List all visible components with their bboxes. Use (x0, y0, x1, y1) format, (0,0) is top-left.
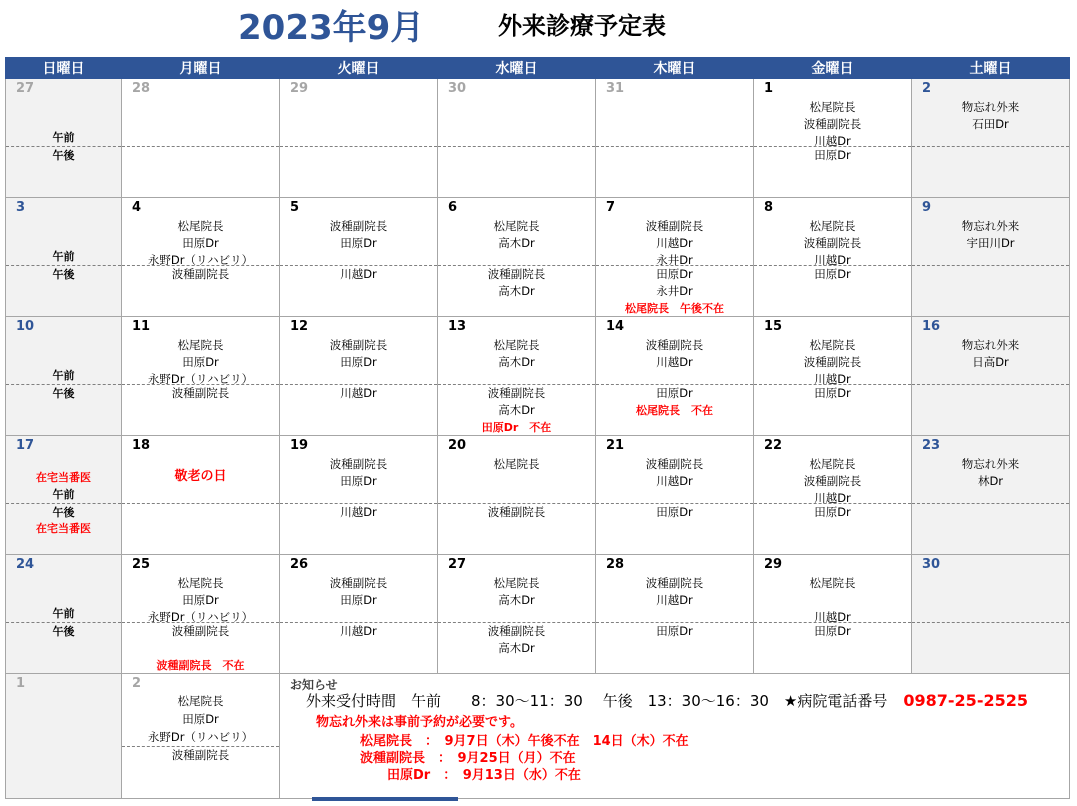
day-number: 31 (606, 81, 625, 96)
last-week-row (6, 674, 1070, 799)
absence-note: 波種副院長 ： 9月25日（月）不在 (360, 751, 576, 766)
doctor-name: 永野Dr（リハビリ） (147, 730, 254, 744)
doctor-name: 川越Dr (656, 355, 693, 369)
day-cell (6, 79, 122, 198)
am-schedule (912, 99, 1069, 133)
day-cell (438, 555, 596, 674)
spacer (122, 640, 279, 657)
doctor-name: 波種副院長 (487, 624, 546, 638)
day-cell (754, 198, 912, 317)
day-cell (912, 79, 1070, 198)
doctor-name: 松尾院長 (809, 338, 856, 352)
am-schedule (122, 575, 279, 626)
am-label: 午前 (52, 607, 75, 620)
doctor-name: 田原Dr (340, 474, 377, 488)
doctor-name: 波種副院長 (803, 474, 862, 488)
calendar-body (6, 79, 1070, 674)
am-schedule (596, 218, 753, 269)
am-pm-divider (912, 503, 1069, 504)
doctor-name: 物忘れ外来 (961, 338, 1020, 352)
phone-number: 0987-25-2525 (903, 691, 1028, 710)
day-cell (438, 198, 596, 317)
day-cell-sun-last (6, 674, 122, 799)
day-number: 30 (922, 557, 941, 572)
am-schedule (912, 337, 1069, 371)
am-schedule (280, 337, 437, 371)
am-schedule (754, 218, 911, 269)
doctor-name: 波種副院長 (171, 624, 230, 638)
day-cell (280, 79, 438, 198)
am-pm-divider (912, 384, 1069, 385)
doctor-name: 石田Dr (972, 117, 1009, 131)
week-row (6, 198, 1070, 317)
pm-schedule (280, 266, 437, 283)
absence-note: 松尾院長 不在 (636, 404, 713, 417)
day-number: 4 (132, 200, 142, 215)
doctor-name: 波種副院長 (645, 338, 704, 352)
am-schedule (122, 218, 279, 269)
day-number: 16 (922, 319, 941, 334)
doctor-name: 川越Dr (814, 372, 851, 386)
day-cell (596, 436, 754, 555)
am-label: 午前 (52, 250, 75, 263)
absence-note: 波種副院長 不在 (156, 659, 245, 672)
pm-schedule (754, 266, 911, 283)
doctor-name: 川越Dr (814, 253, 851, 267)
am-pm-divider (912, 622, 1069, 623)
day-cell (754, 436, 912, 555)
doctor-name: 物忘れ外来 (961, 100, 1020, 114)
doctor-name: 松尾院長 (809, 457, 856, 471)
pm-schedule (438, 623, 595, 657)
day-number: 25 (132, 557, 151, 572)
doctor-name: 高木Dr (498, 355, 535, 369)
doctor-name: 田原Dr (340, 236, 377, 250)
am-schedule (754, 575, 911, 626)
doctor-name: 物忘れ外来 (961, 219, 1020, 233)
day-number: 15 (764, 319, 783, 334)
am-schedule (912, 456, 1069, 490)
am-pm-divider (122, 503, 279, 504)
day-cell (912, 198, 1070, 317)
day-cell (912, 317, 1070, 436)
am-label: 午前 (52, 131, 75, 144)
day-cell (280, 317, 438, 436)
doctor-name: 田原Dr (182, 712, 219, 726)
notice-title: お知らせ (290, 678, 338, 692)
day-cell (122, 436, 280, 555)
weekday-sat: 土曜日 (912, 58, 1070, 79)
doctor-name: 川越Dr (340, 386, 377, 400)
am-schedule (438, 337, 595, 371)
doctor-name: 波種副院長 (487, 505, 546, 519)
pm-label: 午後 (52, 625, 75, 638)
reception-hours (306, 690, 1028, 711)
day-number: 28 (606, 557, 625, 572)
day-number: 9 (922, 200, 932, 215)
doctor-name: 川越Dr (814, 491, 851, 505)
doctor-name: 波種副院長 (329, 457, 388, 471)
pm-schedule (596, 623, 753, 640)
hours-text: 外来受付時間 午前 8：30～11：30 午後 13：30～16：30 ★病院電話番号 (306, 692, 888, 710)
doctor-name: 永野Dr（リハビリ） (147, 372, 254, 386)
week-row (6, 555, 1070, 674)
doctor-name: 松尾院長 (493, 338, 540, 352)
am-schedule (280, 456, 437, 490)
am-pm-divider (280, 146, 437, 147)
week-row (6, 79, 1070, 198)
doctor-name: 波種副院長 (803, 236, 862, 250)
weekday-mon: 月曜日 (122, 58, 280, 79)
doctor-name: 松尾院長 (809, 576, 856, 590)
doctor-name: 松尾院長 (493, 219, 540, 233)
day-cell (596, 79, 754, 198)
year-month-title: 2023年9月 (238, 8, 425, 48)
doctor-name: 松尾院長 (177, 694, 224, 708)
am-schedule (280, 575, 437, 609)
day-number: 10 (16, 319, 35, 334)
day-cell (280, 436, 438, 555)
day-cell (754, 79, 912, 198)
doctor-name: 川越Dr (656, 474, 693, 488)
am-schedule (438, 456, 595, 473)
doctor-name (754, 592, 911, 609)
doctor-name: 松尾院長 (177, 219, 224, 233)
am-schedule (438, 575, 595, 609)
doctor-name: 物忘れ外来 (961, 457, 1020, 471)
day-cell (280, 555, 438, 674)
absence-note: 松尾院長 ： 9月7日（木）午後不在 14日（木）不在 (360, 734, 689, 749)
doctor-name: 波種副院長 (645, 576, 704, 590)
doctor-name: 波種副院長 (645, 219, 704, 233)
day-cell (596, 555, 754, 674)
day-number: 18 (132, 438, 151, 453)
doctor-name: 波種副院長 (803, 117, 862, 131)
pm-schedule (438, 266, 595, 300)
home-duty-label: 在宅当番医 (36, 522, 91, 535)
doctor-name: 高木Dr (498, 403, 535, 417)
doctor-name: 田原Dr (340, 593, 377, 607)
pm-schedule (596, 385, 753, 419)
day-number: 7 (606, 200, 616, 215)
day-cell (122, 317, 280, 436)
am-schedule (596, 575, 753, 609)
day-cell (596, 317, 754, 436)
doctor-name: 川越Dr (656, 593, 693, 607)
weekday-header-row (6, 58, 1070, 79)
schedule-title: 外来診療予定表 (498, 12, 666, 40)
weekday-sun: 日曜日 (6, 58, 122, 79)
doctor-name: 田原Dr (656, 267, 693, 281)
doctor-name: 川越Dr (656, 236, 693, 250)
am-schedule (912, 218, 1069, 252)
doctor-name: 田原Dr (814, 624, 851, 638)
doctor-name: 田原Dr (814, 148, 851, 162)
day-number: 20 (448, 438, 467, 453)
doctor-name: 松尾院長 (493, 576, 540, 590)
doctor-name: 田原Dr (814, 386, 851, 400)
day-cell (754, 555, 912, 674)
pm-label: 午後 (52, 506, 75, 519)
day-number: 27 (448, 557, 467, 572)
day-number: 1 (16, 676, 26, 691)
doctor-name: 永井Dr (656, 284, 693, 298)
day-number: 24 (16, 557, 35, 572)
day-number: 2 (922, 81, 932, 96)
day-cell (6, 436, 122, 555)
day-cell (6, 555, 122, 674)
am-schedule (596, 337, 753, 371)
doctor-name: 高木Dr (498, 593, 535, 607)
weekday-tue: 火曜日 (280, 58, 438, 79)
absence-note: 田原Dr 不在 (481, 421, 552, 434)
pm-label: 午後 (52, 268, 75, 281)
absence-note: 田原Dr ： 9月13日（水）不在 (387, 768, 581, 783)
doctor-name: 松尾院長 (809, 219, 856, 233)
day-number: 22 (764, 438, 783, 453)
day-number: 27 (16, 81, 35, 96)
pm-schedule (754, 623, 911, 640)
doctor-name: 田原Dr (656, 624, 693, 638)
doctor-name: 波種副院長 (329, 219, 388, 233)
pm-schedule (754, 504, 911, 521)
doctor-name: 波種副院長 (487, 386, 546, 400)
doctor-name: 波種副院長 (329, 338, 388, 352)
am-schedule (754, 337, 911, 388)
doctor-name: 波種副院長 (171, 267, 230, 281)
day-cell (438, 436, 596, 555)
day-cell (438, 79, 596, 198)
pm-schedule (754, 385, 911, 402)
day-cell (122, 555, 280, 674)
day-number: 19 (290, 438, 309, 453)
weekday-wed: 水曜日 (438, 58, 596, 79)
am-schedule (122, 692, 279, 746)
day-number: 12 (290, 319, 309, 334)
doctor-name: 松尾院長 (493, 457, 540, 471)
day-number: 28 (132, 81, 151, 96)
doctor-name: 田原Dr (340, 355, 377, 369)
am-schedule (122, 337, 279, 388)
day-cell (438, 317, 596, 436)
pm-schedule (438, 385, 595, 436)
day-number: 13 (448, 319, 467, 334)
doctor-name: 波種副院長 (645, 457, 704, 471)
doctor-name: 田原Dr (656, 386, 693, 400)
am-schedule (280, 218, 437, 252)
day-cell-mon-last (122, 674, 280, 799)
doctor-name: 波種副院長 (171, 386, 230, 400)
am-pm-divider (912, 265, 1069, 266)
am-label: 午前 (52, 369, 75, 382)
doctor-name: 田原Dr (814, 267, 851, 281)
day-cell (754, 317, 912, 436)
pm-label: 午後 (52, 149, 75, 162)
am-pm-divider (912, 146, 1069, 147)
day-number: 17 (16, 438, 35, 453)
doctor-name: 波種副院長 (171, 748, 230, 762)
day-number: 30 (448, 81, 467, 96)
day-number: 8 (764, 200, 774, 215)
am-schedule (754, 99, 911, 150)
doctor-name: 田原Dr (814, 505, 851, 519)
home-duty-label: 在宅当番医 (36, 471, 91, 484)
doctor-name: 日高Dr (972, 355, 1009, 369)
day-number: 1 (764, 81, 774, 96)
week-row (6, 317, 1070, 436)
day-cell (122, 198, 280, 317)
doctor-name: 永井Dr (656, 253, 693, 267)
pm-schedule (438, 504, 595, 521)
doctor-name: 高木Dr (498, 284, 535, 298)
pm-schedule (596, 504, 753, 521)
pm-schedule (122, 623, 279, 674)
day-number: 6 (448, 200, 458, 215)
day-cell (912, 555, 1070, 674)
day-number: 5 (290, 200, 300, 215)
day-number: 29 (290, 81, 309, 96)
day-number: 14 (606, 319, 625, 334)
doctor-name: 川越Dr (340, 267, 377, 281)
doctor-name: 松尾院長 (177, 338, 224, 352)
day-cell (912, 436, 1070, 555)
doctor-name: 高木Dr (498, 641, 535, 655)
day-number: 11 (132, 319, 151, 334)
am-pm-divider (596, 146, 753, 147)
notice-cell (280, 674, 1070, 799)
reservation-note: 物忘れ外来は事前予約が必要です。 (316, 715, 523, 730)
pm-schedule (280, 385, 437, 402)
am-schedule (596, 456, 753, 490)
holiday-label: 敬老の日 (174, 469, 227, 484)
am-pm-divider (122, 146, 279, 147)
doctor-name: 田原Dr (656, 505, 693, 519)
doctor-name: 松尾院長 (809, 100, 856, 114)
day-number: 2 (132, 676, 142, 691)
pm-schedule (596, 266, 753, 317)
pm-schedule (280, 504, 437, 521)
pm-schedule (122, 266, 279, 283)
doctor-name: 田原Dr (182, 593, 219, 607)
day-cell (596, 198, 754, 317)
day-cell (122, 79, 280, 198)
pm-label: 午後 (52, 387, 75, 400)
bottom-accent-bar (312, 797, 458, 801)
weekday-thu: 木曜日 (596, 58, 754, 79)
absence-note: 松尾院長 午後不在 (625, 302, 724, 315)
day-number: 3 (16, 200, 26, 215)
doctor-name: 川越Dr (340, 624, 377, 638)
calendar-table (5, 57, 1070, 799)
pm-schedule (280, 623, 437, 640)
am-label: 午前 (52, 488, 75, 501)
am-schedule (438, 218, 595, 252)
doctor-name: 波種副院長 (487, 267, 546, 281)
day-number: 29 (764, 557, 783, 572)
doctor-name: 宇田川Dr (966, 236, 1015, 250)
doctor-name: 田原Dr (182, 236, 219, 250)
day-number: 21 (606, 438, 625, 453)
doctor-name: 川越Dr (814, 610, 851, 624)
doctor-name: 田原Dr (182, 355, 219, 369)
doctor-name: 川越Dr (814, 134, 851, 148)
am-pm-divider (438, 146, 595, 147)
doctor-name: 波種副院長 (803, 355, 862, 369)
pm-schedule (754, 147, 911, 164)
weekday-fri: 金曜日 (754, 58, 912, 79)
day-cell (6, 317, 122, 436)
day-number: 26 (290, 557, 309, 572)
doctor-name: 川越Dr (340, 505, 377, 519)
doctor-name: 永野Dr（リハビリ） (147, 610, 254, 624)
doctor-name: 松尾院長 (177, 576, 224, 590)
day-cell (280, 198, 438, 317)
doctor-name: 高木Dr (498, 236, 535, 250)
day-cell (6, 198, 122, 317)
day-number: 23 (922, 438, 941, 453)
week-row (6, 436, 1070, 555)
doctor-name: 永野Dr（リハビリ） (147, 253, 254, 267)
doctor-name: 波種副院長 (329, 576, 388, 590)
pm-schedule (122, 746, 279, 764)
doctor-name: 林Dr (977, 474, 1004, 488)
am-schedule (754, 456, 911, 507)
pm-schedule (122, 385, 279, 402)
